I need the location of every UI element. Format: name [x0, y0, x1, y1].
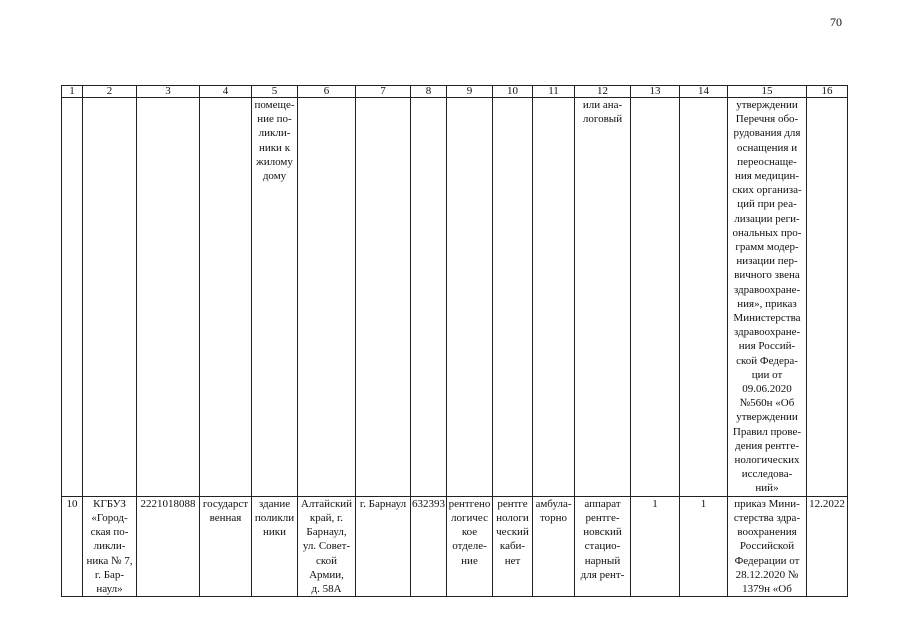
column-header-12: 12: [575, 86, 631, 98]
cell-line: Барнаул,: [306, 526, 347, 539]
header-row: [62, 86, 848, 98]
cell-line: Перечня обо-: [735, 113, 799, 126]
cell-line: г. Барнаул: [359, 497, 407, 510]
cell-line: логовый: [582, 113, 623, 126]
column-header-1: 1: [62, 86, 83, 98]
cell-line: Правил прове-: [732, 425, 802, 438]
column-header-13: 13: [631, 86, 680, 98]
cell-line: вичного звена: [734, 269, 800, 282]
cell-line: кое: [461, 526, 478, 539]
cell-line: грамм модер-: [735, 241, 799, 254]
equipment-table: [61, 85, 848, 597]
column-header-2: 2: [83, 86, 137, 98]
cell-line: рентге: [497, 497, 528, 510]
table-cell: [411, 496, 447, 596]
table-cell: [493, 98, 533, 497]
cell-line: нарный: [584, 554, 621, 567]
cell-line: помеще-: [254, 99, 295, 111]
cell-line: дому: [262, 170, 287, 183]
cell-line: край, г.: [309, 511, 344, 524]
cell-line: Федерации от: [734, 554, 800, 567]
cell-line: нет: [504, 554, 521, 567]
cell-line: ний»: [755, 482, 779, 495]
cell-line: наул»: [96, 582, 123, 595]
table-cell: [298, 98, 356, 497]
cell-line: рентгено: [448, 497, 491, 510]
cell-line: ники к: [258, 141, 291, 154]
cell-line: рудования для: [733, 127, 801, 140]
cell-line: жилому: [256, 155, 293, 168]
cell-line: 10: [66, 497, 78, 510]
cell-line: ликли-: [93, 540, 126, 553]
table-cell: [137, 98, 200, 497]
cell-line: «Город-: [91, 511, 128, 524]
cell-line: КГБУЗ: [93, 497, 126, 510]
cell-line: стерства здра-: [733, 511, 801, 524]
column-header-15: 15: [728, 86, 807, 98]
column-header-14: 14: [680, 86, 728, 98]
cell-line: здравоохране-: [733, 283, 801, 296]
cell-line: утверждении: [736, 99, 798, 111]
table-cell: [533, 496, 575, 596]
cell-line: ликли-: [258, 127, 291, 140]
table-cell: [83, 98, 137, 497]
cell-line: исследова-: [741, 468, 793, 481]
cell-line: здравоохране-: [733, 326, 801, 339]
table-cell: [493, 496, 533, 596]
table-row-10: [62, 496, 848, 596]
cell-line: Алтайский: [300, 497, 353, 510]
cell-line: стацио-: [584, 540, 621, 553]
cell-line: 632393: [412, 497, 445, 510]
table-cell: [533, 98, 575, 497]
table-cell: [356, 496, 411, 596]
column-header-16: 16: [807, 86, 848, 98]
cell-line: г. Бар-: [94, 568, 125, 581]
cell-line: торно: [539, 511, 568, 524]
column-header-8: 8: [411, 86, 447, 98]
cell-line: каби-: [499, 540, 526, 553]
column-header-4: 4: [200, 86, 252, 98]
table-cell: [575, 98, 631, 497]
cell-line: ния», приказ: [737, 297, 797, 310]
cell-line: приказ Мини-: [734, 497, 800, 510]
table-cell: [807, 496, 848, 596]
table-cell: [447, 98, 493, 497]
cell-line: №560н «Об: [739, 397, 795, 410]
column-header-7: 7: [356, 86, 411, 98]
cell-line: ние по-: [257, 113, 292, 126]
table-row-continuation: [62, 98, 848, 497]
table-cell: [137, 496, 200, 596]
cell-line: ций при реа-: [737, 198, 797, 211]
cell-line: ции от: [751, 368, 783, 381]
column-header-6: 6: [298, 86, 356, 98]
cell-line: лизации реги-: [734, 212, 800, 225]
cell-line: новский: [583, 526, 622, 539]
table-cell: [447, 496, 493, 596]
table-cell: [83, 496, 137, 596]
cell-line: логичес: [451, 511, 488, 524]
cell-line: ской Федера-: [736, 354, 798, 367]
table-cell: [298, 496, 356, 596]
table-cell: [252, 496, 298, 596]
cell-line: 1: [652, 497, 658, 510]
cell-line: ул. Совет-: [302, 540, 351, 553]
table-cell: [631, 496, 680, 596]
cell-line: амбула-: [535, 497, 572, 510]
table-cell: [200, 496, 252, 596]
cell-line: нологических: [734, 454, 800, 467]
cell-line: ника № 7,: [86, 554, 133, 567]
cell-line: для рент-: [580, 568, 625, 581]
cell-line: ние: [461, 554, 478, 567]
cell-line: государст: [202, 497, 249, 510]
cell-line: воохранения: [737, 526, 797, 539]
cell-line: аппарат: [584, 497, 621, 510]
cell-line: оснащения и: [736, 141, 798, 154]
cell-line: ской: [315, 554, 338, 567]
table-cell: [728, 496, 807, 596]
cell-line: 12.2022: [809, 497, 845, 510]
cell-line: Министерства: [733, 312, 801, 325]
cell-line: 28.12.2020 №: [735, 568, 799, 581]
cell-line: утверждении: [736, 411, 798, 424]
cell-line: ники: [262, 526, 286, 539]
table-cell: [62, 98, 83, 497]
column-header-11: 11: [533, 86, 575, 98]
cell-line: ональных про-: [732, 226, 802, 239]
cell-line: Российской: [739, 540, 795, 553]
cell-line: ния Россий-: [738, 340, 796, 353]
cell-line: ческий: [496, 526, 529, 539]
cell-line: или ана-: [582, 99, 623, 111]
table-cell: [575, 496, 631, 596]
cell-line: отделе-: [452, 540, 487, 553]
cell-line: 2221018088: [140, 497, 196, 510]
table-cell: [200, 98, 252, 497]
cell-line: 1: [700, 497, 707, 510]
cell-line: переоснаще-: [737, 155, 797, 168]
page-number: 70: [830, 15, 842, 29]
column-header-10: 10: [493, 86, 533, 98]
column-header-3: 3: [137, 86, 200, 98]
column-header-9: 9: [447, 86, 493, 98]
cell-line: Армии,: [309, 568, 344, 581]
cell-line: здание: [258, 497, 291, 510]
table-cell: [252, 98, 298, 497]
table-cell: [411, 98, 447, 497]
cell-line: 09.06.2020: [742, 383, 792, 396]
cell-line: рентге-: [585, 511, 620, 524]
cell-line: ская по-: [90, 526, 129, 539]
cell-line: низации пер-: [736, 255, 798, 268]
column-header-5: 5: [252, 86, 298, 98]
cell-line: 1379н «Об: [742, 582, 792, 595]
cell-line: венная: [209, 511, 242, 524]
table-cell: [807, 98, 848, 497]
cell-line: ских организа-: [732, 184, 802, 197]
table-cell: [680, 98, 728, 497]
table-cell: [631, 98, 680, 497]
table-cell: [356, 98, 411, 497]
cell-line: нологи: [496, 511, 529, 524]
table-cell: [728, 98, 807, 497]
table-cell: [680, 496, 728, 596]
cell-line: д. 58А: [311, 582, 342, 595]
cell-line: ния медицин-: [734, 170, 800, 183]
table-cell: [62, 496, 83, 596]
cell-line: поликли: [254, 511, 295, 524]
cell-line: дения рентге-: [734, 439, 800, 452]
